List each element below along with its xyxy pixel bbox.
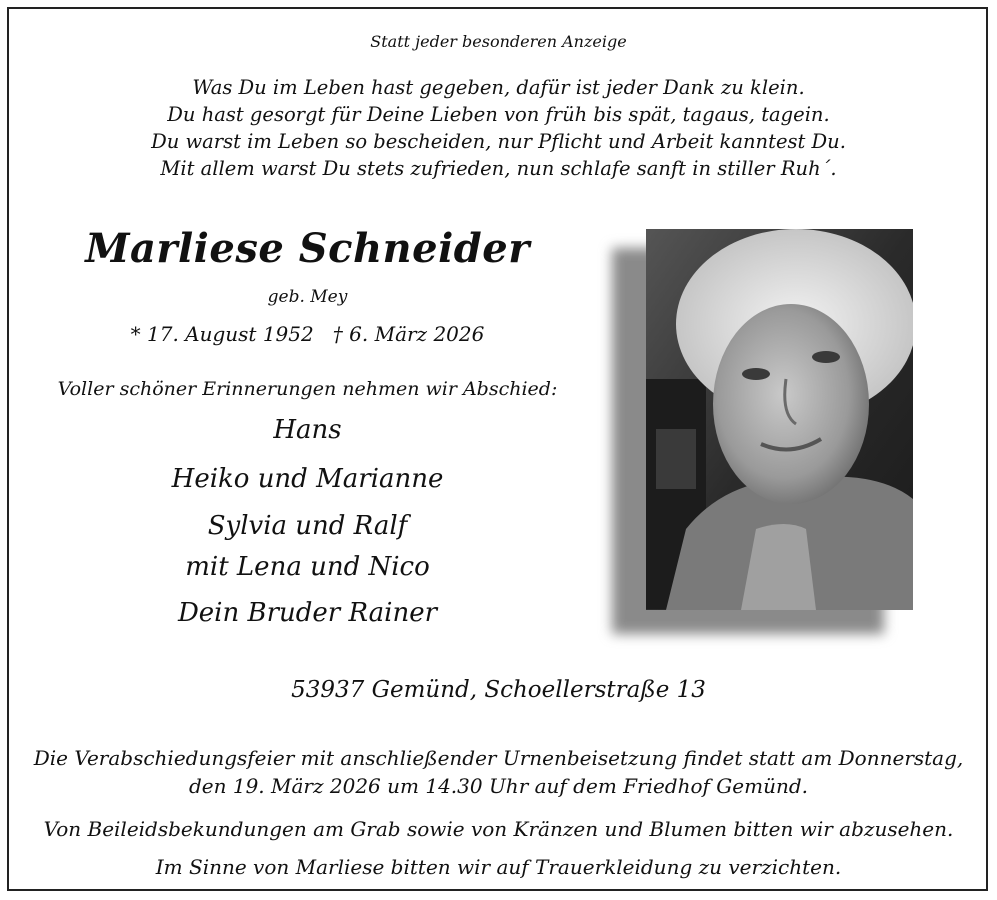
mourner-name: mit Lena und Nico: [185, 552, 430, 582]
birth-name: geb. Mey: [267, 287, 348, 307]
mourner-name: Hans: [273, 415, 342, 445]
notice-header: Statt jeder besonderen Anzeige: [370, 32, 627, 51]
poem-line: Du hast gesorgt für Deine Lieben von früh bis spät, tagaus, tagein.: [167, 103, 830, 126]
poem-line: Mit allem warst Du stets zufrieden, nun schlafe sanft in stiller Ruh´.: [160, 157, 837, 180]
address: 53937 Gemünd, Schoellerstraße 13: [291, 677, 706, 703]
ceremony-line: den 19. März 2026 um 14.30 Uhr auf dem Friedhof Gemünd.: [188, 774, 808, 798]
portrait-photo: [646, 229, 913, 610]
poem-line: Du warst im Leben so bescheiden, nur Pflicht und Arbeit kanntest Du.: [151, 130, 846, 153]
mourner-name: Dein Bruder Rainer: [177, 598, 438, 628]
life-dates: * 17. August 1952 † 6. März 2026: [130, 322, 485, 346]
poem-line: Was Du im Leben hast gegeben, dafür ist jeder Dank zu klein.: [192, 76, 805, 99]
farewell-text: Voller schöner Erinnerungen nehmen wir Abschied:: [57, 378, 558, 400]
mourner-name: Sylvia und Ralf: [207, 511, 408, 541]
ceremony-line: Die Verabschiedungsfeier mit anschließender Urnenbeisetzung findet statt am Donnerstag,: [33, 746, 964, 770]
deceased-name: Marliese Schneider: [85, 225, 530, 272]
note-line: Von Beileidsbekundungen am Grab sowie von Kränzen und Blumen bitten wir abzusehen.: [43, 817, 954, 841]
portrait-illustration: [646, 229, 913, 610]
note-line: Im Sinne von Marliese bitten wir auf Trauerkleidung zu verzichten.: [155, 855, 842, 879]
mourner-name: Heiko und Marianne: [171, 464, 444, 494]
